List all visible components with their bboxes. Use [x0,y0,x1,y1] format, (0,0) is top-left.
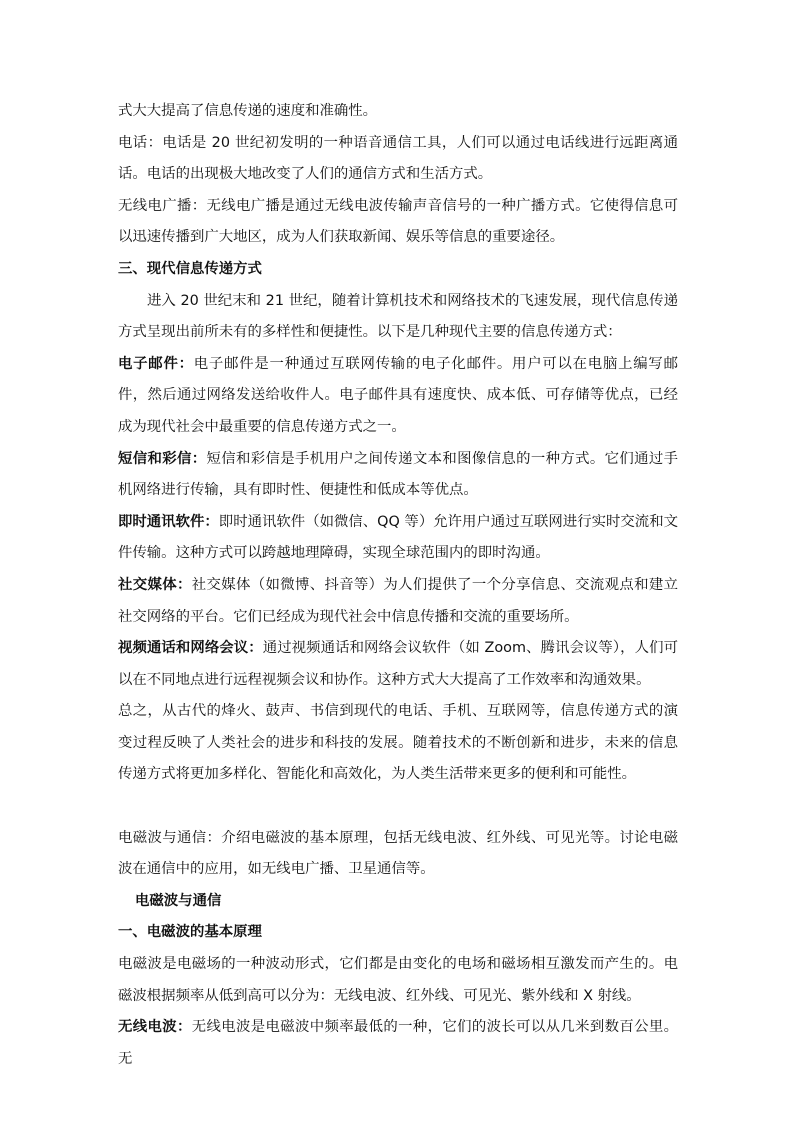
paragraph-sms-mms [118,444,678,507]
section-subtitle: 电磁波与通信 [135,892,222,909]
section-heading-principle: 一、电磁波的基本原理 [118,924,262,941]
document-page [118,96,678,1075]
section-heading-modern: 三、现代信息传递方式 [118,260,262,277]
paragraph-instant-messaging [118,507,678,570]
paragraph-radio-broadcast [118,191,678,254]
paragraph-radio-wave [118,1012,678,1075]
paragraph-lead: 短信和彩信： [118,450,207,467]
paragraph-text: 式大大提高了信息传递的速度和准确性。 [118,103,378,119]
paragraph-text: 短信和彩信是手机用户之间传递文本和图像信息的一种方式。它们通过手机网络进行传输，具有即时性、便捷性和低成本等优点。 [118,450,678,499]
paragraph-text: 通过视频通话和网络会议软件（如 Zoom、腾讯会议等），人们可以在不同地点进行远程视频会议和协作。这种方式大大提高了工作效率和沟通效果。 [118,640,678,688]
paragraph-lead: 电子邮件： [118,355,194,372]
paragraph-text: 无线电波是电磁波中频率最低的一种，它们的波长可以从几米到数百公里。无 [118,1019,678,1067]
paragraph-text: 即时通讯软件（如微信、QQ 等）允许用户通过互联网进行实时交流和文件传输。这种方式可以跨越地理障碍，实现全球范围内的即时沟通。 [118,513,678,562]
paragraph-lead: 社交媒体： [118,576,192,593]
paragraph-conclusion: 总之，从古代的烽火、鼓声、书信到现代的电话、手机、互联网等，信息传递方式的演变过程反映了人类社会的进步和科技的发展。随着技术的不断创新和进步，未来的信息传递方式将更加多样化、智能化和高效化，为人类生活带来更多的便利和可能性。 [118,703,678,783]
paragraph-lead: 无线电波： [118,1019,192,1036]
paragraph-lead: 视频通话和网络会议： [118,640,263,657]
paragraph-em-wave-overview: 电磁波与通信：介绍电磁波的基本原理，包括无线电波、红外线、可见光等。讨论电磁波在通信中的应用，如无线电广播、卫星通信等。 [118,829,678,878]
paragraph-em-wave-principle: 电磁波是电磁场的一种波动形式，它们都是由变化的电场和磁场相互激发而产生的。电磁波根据频率从低到高可以分为：无线电波、红外线、可见光、紫外线和 X 射线。 [118,956,678,1004]
paragraph-social-media [118,570,678,633]
paragraph-video-conference [118,633,678,696]
paragraph-telephone [118,128,678,191]
paragraph-text: 电子邮件是一种通过互联网传输的电子化邮件。用户可以在电脑上编写邮件，然后通过网络发送给收件人。电子邮件具有速度快、成本低、可存储等优点，已经成为现代社会中最重要的信息传递方式之一。 [118,355,678,435]
paragraph-lead: 无线电广播： [118,197,207,214]
blank-line [118,791,678,823]
paragraph-modern-intro: 进入 20 世纪末和 21 世纪，随着计算机技术和网络技术的飞速发展，现代信息传递方式呈现出前所未有的多样性和便捷性。以下是几种现代主要的信息传递方式： [118,292,678,341]
paragraph-text: 电话是 20 世纪初发明的一种语音通信工具，人们可以通过电话线进行远距离通话。电话的出现极大地改变了人们的通信方式和生活方式。 [118,134,678,183]
paragraph-intro-continuation [118,96,678,128]
paragraph-text: 社交媒体（如微博、抖音等）为人们提供了一个分享信息、交流观点和建立社交网络的平台。它们已经成为现代社会中信息传播和交流的重要场所。 [118,576,678,625]
paragraph-lead: 即时通讯软件： [118,513,219,530]
paragraph-lead: 电话： [118,134,163,151]
paragraph-email [118,349,678,444]
paragraph-text: 无线电广播是通过无线电波传输声音信号的一种广播方式。它使得信息可以迅速传播到广大地区，成为人们获取新闻、娱乐等信息的重要途径。 [118,197,678,246]
